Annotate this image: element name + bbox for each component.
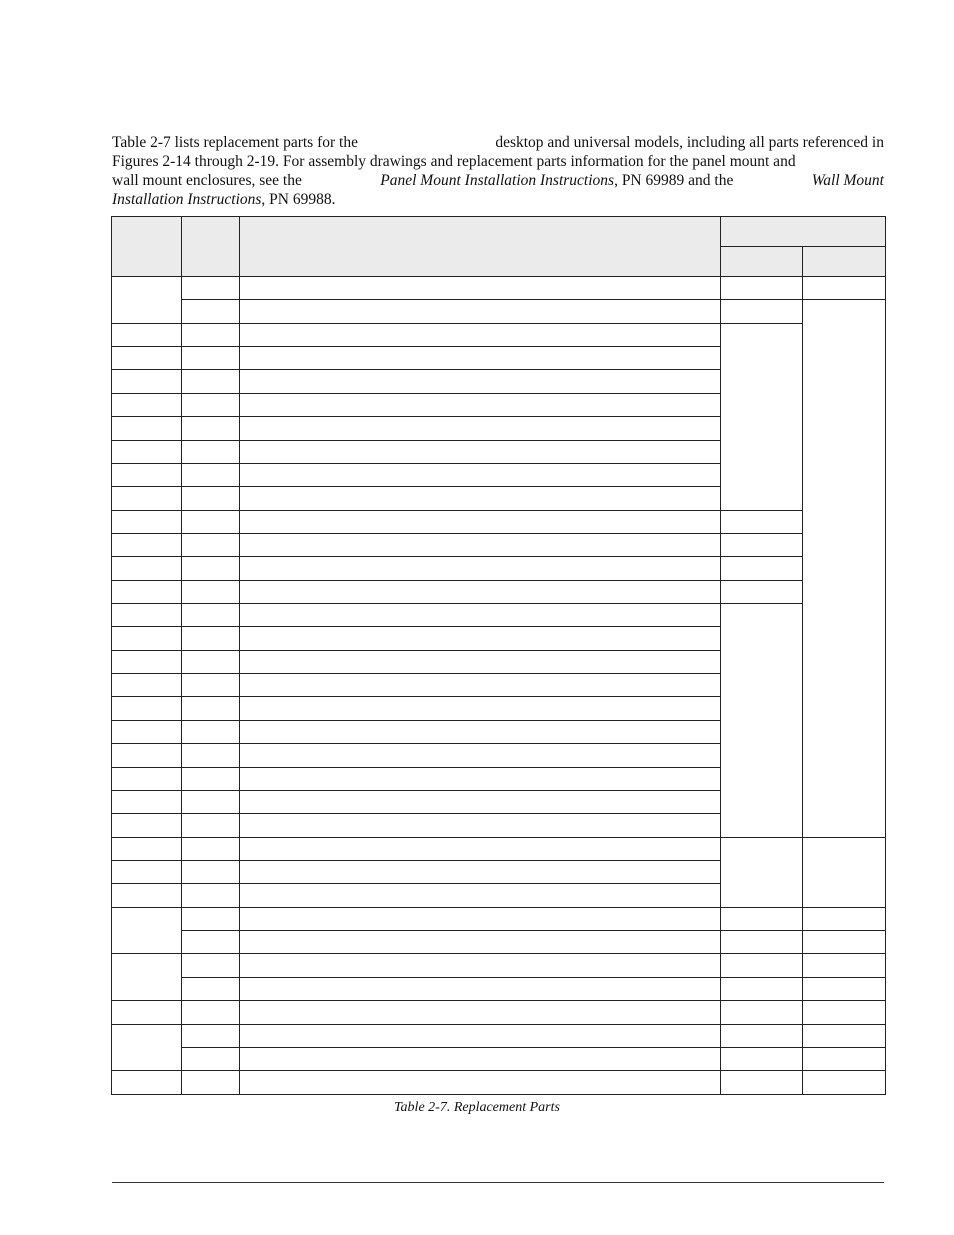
intro-line-1: [112, 133, 884, 152]
table-cell: [112, 697, 182, 720]
intro-line-2-text: Figures 2-14 through 2-19. For assembly drawings and replacement parts information for the panel mount and: [112, 153, 796, 170]
table-cell: [112, 323, 182, 346]
table-cell: [182, 440, 240, 463]
table-cell: [721, 907, 803, 930]
table-cell: [112, 557, 182, 580]
table-cell: [182, 954, 240, 977]
table-cell: [182, 697, 240, 720]
table-cell: [182, 814, 240, 837]
table-cell: [721, 604, 803, 838]
table-cell: [182, 417, 240, 440]
table-row: [112, 1071, 886, 1095]
table-cell: [240, 1001, 721, 1024]
table-cell: [803, 1001, 886, 1024]
table-cell: [182, 860, 240, 883]
table-cell: [182, 767, 240, 790]
table-cell: [182, 1071, 240, 1095]
table-cell: [112, 744, 182, 767]
table-cell: [240, 463, 721, 486]
table-cell: [112, 767, 182, 790]
table-cell: [182, 347, 240, 370]
table-cell: [240, 347, 721, 370]
table-cell: [112, 720, 182, 743]
table-cell: [182, 744, 240, 767]
intro-line-1-a: Table 2-7 lists replacement parts for the: [112, 134, 358, 151]
header-sub-1: [721, 247, 803, 277]
table-cell: [112, 440, 182, 463]
table-body: [112, 277, 886, 1095]
intro-line-1-b: desktop and universal models, including all parts referenced in: [495, 134, 884, 151]
table-row: [112, 954, 886, 977]
table-cell: [112, 510, 182, 533]
table-cell: [182, 627, 240, 650]
table-cell: [112, 393, 182, 416]
table-caption: Table 2-7. Replacement Parts: [394, 1100, 560, 1115]
intro-paragraph: [112, 133, 884, 209]
table-cell: [112, 1024, 182, 1071]
panel-mount-doc-title: Panel Mount Installation Instructions: [380, 172, 615, 189]
table-cell: [240, 417, 721, 440]
table-cell: [182, 323, 240, 346]
table-header: [112, 217, 886, 277]
table-row: [112, 931, 886, 954]
table-cell: [240, 1071, 721, 1095]
table-cell: [182, 650, 240, 673]
table-cell: [182, 674, 240, 697]
table-cell: [240, 580, 721, 603]
table-cell: [721, 1047, 803, 1070]
table-cell: [240, 1024, 721, 1047]
table-cell: [240, 1047, 721, 1070]
table-row: [112, 907, 886, 930]
table-row: [112, 300, 886, 323]
table-cell: [240, 674, 721, 697]
intro-line-4: [112, 190, 884, 209]
table-row: [112, 1024, 886, 1047]
table-cell: [182, 884, 240, 907]
table-row: [112, 533, 886, 556]
table-cell: [112, 580, 182, 603]
table-cell: [182, 907, 240, 930]
table-cell: [182, 487, 240, 510]
table-row: [112, 510, 886, 533]
table-cell: [112, 370, 182, 393]
table-cell: [112, 487, 182, 510]
table-cell: [240, 487, 721, 510]
table-cell: [112, 954, 182, 1001]
table-cell: [112, 650, 182, 673]
table-cell: [182, 931, 240, 954]
table-cell: [240, 277, 721, 300]
table-cell: [182, 1024, 240, 1047]
footer-rule: [112, 1182, 884, 1183]
wall-mount-doc-title-a: Wall Mount: [811, 172, 884, 189]
table-cell: [112, 533, 182, 556]
table-cell: [240, 604, 721, 627]
table-cell: [240, 557, 721, 580]
table-cell: [721, 557, 803, 580]
table-cell: [240, 767, 721, 790]
table-cell: [182, 1001, 240, 1024]
table-cell: [182, 977, 240, 1000]
table-cell: [182, 1047, 240, 1070]
table-cell: [240, 837, 721, 860]
intro-line-3-a: wall mount enclosures, see the: [112, 172, 302, 189]
intro-line-3: [112, 171, 884, 190]
table-cell: [182, 557, 240, 580]
table-cell: [182, 300, 240, 323]
table-cell: [721, 510, 803, 533]
table-row: [112, 1047, 886, 1070]
table-cell: [182, 720, 240, 743]
table-cell: [112, 277, 182, 324]
table-cell: [240, 533, 721, 556]
table-cell: [240, 370, 721, 393]
table-cell: [112, 674, 182, 697]
table-cell: [721, 1071, 803, 1095]
header-col-2: [182, 217, 240, 277]
table-cell-merged: [803, 837, 886, 907]
table-cell: [182, 533, 240, 556]
table-cell: [182, 463, 240, 486]
table-row: [112, 323, 886, 346]
table-row: [112, 557, 886, 580]
header-col-3: [240, 217, 721, 277]
table-cell: [182, 580, 240, 603]
table-cell: [112, 907, 182, 954]
intro-line-4-b: , PN 69988.: [261, 191, 336, 208]
intro-line-2: [112, 152, 884, 171]
table-cell: [240, 954, 721, 977]
table-cell: [240, 790, 721, 813]
table-cell: [240, 720, 721, 743]
table-row: [112, 977, 886, 1000]
table-cell: [240, 393, 721, 416]
table-cell: [721, 1001, 803, 1024]
table-cell: [803, 277, 886, 300]
table-cell: [240, 440, 721, 463]
table-cell: [240, 977, 721, 1000]
table-row: [112, 1001, 886, 1024]
table-cell: [112, 884, 182, 907]
table-cell: [112, 627, 182, 650]
table-cell: [112, 347, 182, 370]
table-cell: [721, 580, 803, 603]
table-cell: [803, 1071, 886, 1095]
table-cell: [721, 533, 803, 556]
header-group: [721, 217, 886, 247]
table-row: [112, 580, 886, 603]
table-cell: [112, 814, 182, 837]
table-cell: [803, 907, 886, 930]
table-cell: [803, 977, 886, 1000]
table-cell: [182, 370, 240, 393]
table-cell: [721, 931, 803, 954]
table-cell: [112, 837, 182, 860]
intro-line-3-c: , PN 69989 and the: [614, 172, 734, 189]
table-cell: [240, 323, 721, 346]
table-cell: [803, 300, 886, 837]
table-cell: [240, 860, 721, 883]
table-cell: [112, 1071, 182, 1095]
table-cell: [803, 931, 886, 954]
intro-line-3-group: [380, 171, 733, 190]
table-cell: [182, 277, 240, 300]
replacement-parts-table: [111, 216, 886, 1095]
table-cell: [240, 627, 721, 650]
table-cell: [721, 1024, 803, 1047]
table-cell: [240, 931, 721, 954]
table-cell: [240, 650, 721, 673]
table-cell: [182, 790, 240, 813]
table-cell: [240, 814, 721, 837]
table-cell: [112, 463, 182, 486]
table-cell: [182, 393, 240, 416]
table-row: [112, 277, 886, 300]
table-cell: [803, 954, 886, 977]
table-cell: [182, 510, 240, 533]
header-sub-2: [803, 247, 886, 277]
table-cell: [721, 300, 803, 323]
table-cell: [112, 1001, 182, 1024]
table-cell: [721, 837, 803, 907]
table-cell: [721, 277, 803, 300]
wall-mount-doc-title-b: Installation Instructions: [112, 191, 262, 208]
table-cell: [112, 860, 182, 883]
table-cell: [240, 510, 721, 533]
header-col-1: [112, 217, 182, 277]
table-cell: [240, 300, 721, 323]
table-cell: [112, 604, 182, 627]
table-cell: [182, 604, 240, 627]
table-row: [112, 604, 886, 627]
table-cell: [803, 1024, 886, 1047]
table-cell: [182, 837, 240, 860]
table-cell: [721, 954, 803, 977]
table-row: [112, 837, 886, 860]
table-cell: [112, 417, 182, 440]
table-cell: [112, 790, 182, 813]
table-cell: [721, 977, 803, 1000]
table-cell: [240, 907, 721, 930]
table-cell: [240, 697, 721, 720]
table-cell: [803, 1047, 886, 1070]
table-cell: [240, 744, 721, 767]
table-cell-merged: [721, 323, 803, 510]
table-cell: [240, 884, 721, 907]
